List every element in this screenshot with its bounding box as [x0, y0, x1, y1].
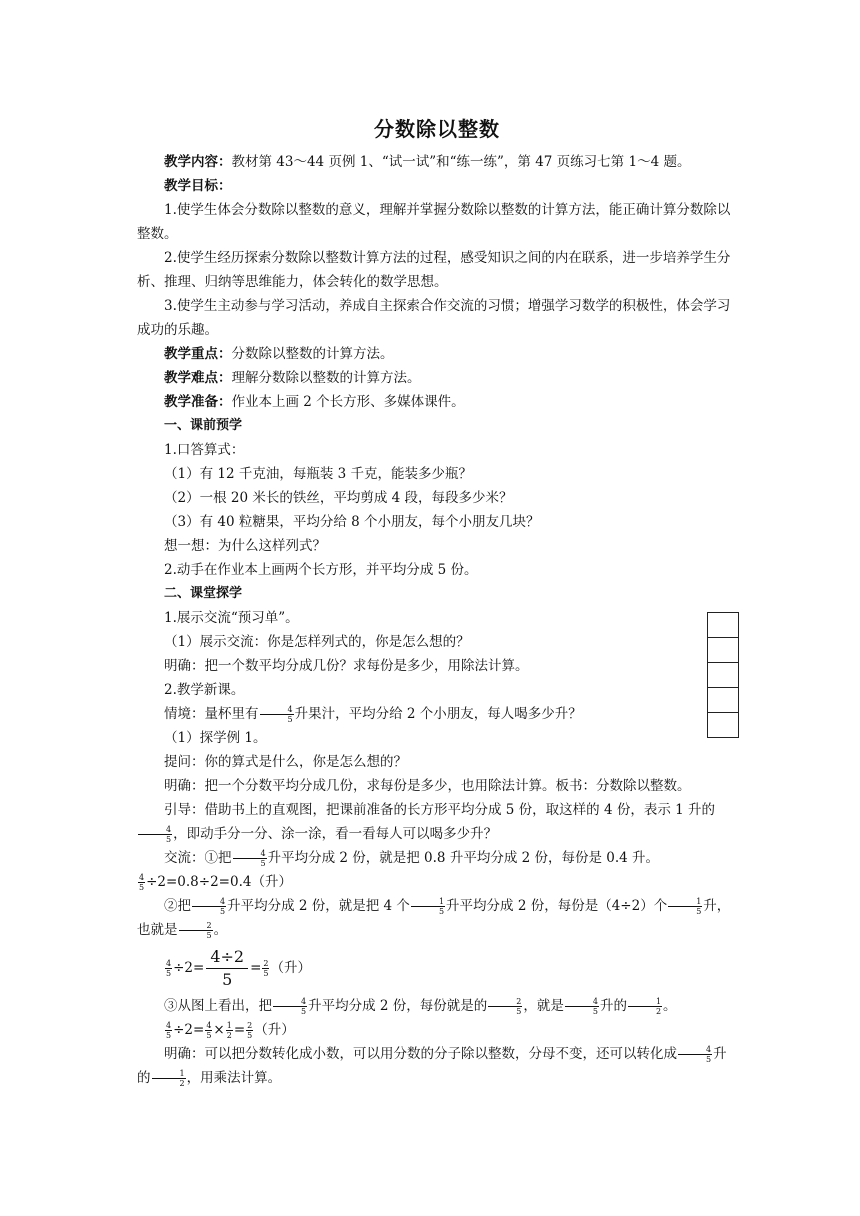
numerator: 4 — [260, 705, 294, 715]
numerator: 1 — [152, 1069, 186, 1079]
text: 。 — [663, 998, 677, 1014]
text: 分数除以整数的计算方法。 — [231, 346, 394, 362]
numerator: 4÷2 — [206, 946, 248, 969]
clarify-2 — [137, 1042, 737, 1090]
goal-1: 1.使学生体会分数除以整数的意义，理解并掌握分数除以整数的计算方法，能正确计算分数除以整数。 — [137, 202, 731, 242]
question-2: （2）一根 20 米长的铁丝，平均剪成 4 段，每段多少米？ — [164, 490, 513, 506]
numerator: 4 — [206, 1021, 212, 1030]
pre-study-1: 1.口答算式： — [164, 442, 245, 458]
numerator: 1 — [668, 897, 702, 907]
label: 教学内容： — [164, 154, 232, 170]
label: 教学重点： — [164, 346, 232, 362]
goal-3: 3.使学生主动参与学习活动，养成自主探索合作交流的习惯；增强学习数学的积极性，体会学习成功的乐趣。 — [137, 298, 731, 338]
denominator: 5 — [166, 1031, 172, 1040]
text: ，用乘法计算。 — [186, 1070, 282, 1086]
example-1: （1）探学例 1。 — [164, 730, 267, 746]
equation-1 — [137, 870, 737, 894]
guide — [137, 798, 737, 846]
fraction-1-2 — [628, 997, 662, 1016]
page-title: 分数除以整数 — [374, 117, 500, 141]
grid-box — [707, 712, 739, 738]
text: ÷2=0.8÷2=0.4（升） — [146, 874, 292, 890]
text: 引导：借助书上的直观图，把课前准备的长方形平均分成 5 份，取这样的 4 份，表示 1 升的 — [164, 802, 716, 818]
denominator: 5 — [206, 931, 212, 940]
denominator: 5 — [166, 835, 172, 844]
numerator: 4 — [166, 959, 172, 968]
label: 教学准备： — [164, 394, 232, 410]
numerator: 4 — [233, 849, 267, 859]
text: ②把 — [164, 898, 191, 914]
fraction-4-5 — [165, 959, 172, 978]
teaching-key — [137, 342, 737, 366]
numerator: 4 — [138, 825, 172, 835]
label: 教学目标： — [164, 178, 232, 194]
text: ÷2= — [173, 960, 205, 976]
numerator: 1 — [628, 997, 662, 1007]
denominator: 5 — [706, 1055, 712, 1064]
text: × — [213, 1022, 225, 1038]
numerator: 4 — [678, 1045, 712, 1055]
class-study-1b: 明确：把一个数平均分成几份？求每份是多少，用除法计算。 — [164, 658, 529, 674]
denominator: 5 — [220, 907, 226, 916]
denominator: 2 — [179, 1079, 185, 1088]
pre-study-2: 2.动手在作业本上画两个长方形，并平均分成 5 份。 — [164, 562, 478, 578]
text: 教材第 43～44 页例 1、“试一试”和“练一练”，第 47 页练习七第 1～4 题。 — [231, 154, 691, 170]
exchange-2 — [137, 894, 737, 942]
denominator: 5 — [696, 907, 702, 916]
fraction-4-5 — [138, 873, 145, 892]
section-heading-2: 二、课堂探学 — [164, 586, 243, 601]
denominator: 5 — [263, 969, 269, 978]
denominator: 5 — [287, 715, 293, 724]
class-study-2: 2.教学新课。 — [164, 682, 245, 698]
fraction-4-5 — [205, 1021, 212, 1040]
text: 升平均分成 2 份，每份就是的 — [308, 998, 488, 1014]
text: 交流：①把 — [164, 850, 232, 866]
fraction-1-5 — [411, 897, 445, 916]
situation — [137, 702, 737, 726]
numerator: 2 — [247, 1021, 253, 1030]
exchange-1 — [137, 846, 737, 870]
grid-box — [707, 687, 739, 712]
fraction-4-5 — [678, 1045, 712, 1064]
label: 教学难点： — [164, 370, 232, 386]
denominator: 5 — [139, 883, 145, 892]
equation-3 — [137, 1018, 737, 1042]
denominator: 5 — [438, 907, 445, 916]
section-heading-1: 一、课前预学 — [164, 418, 243, 433]
question-3: （3）有 40 粒糖果，平均分给 8 个小朋友，每个小朋友几块？ — [164, 514, 540, 530]
text: ，就是 — [523, 998, 564, 1014]
numerator: 4 — [565, 997, 599, 1007]
denominator: 2 — [226, 1031, 232, 1040]
exchange-3 — [137, 994, 737, 1018]
teaching-difficulty — [137, 366, 737, 390]
text: 理解分数除以整数的计算方法。 — [231, 370, 421, 386]
text: （升） — [270, 960, 311, 976]
text: 升的 — [137, 1046, 727, 1086]
clarify-1: 明确：把一个分数平均分成几份，求每份是多少，也用除法计算。板书：分数除以整数。 — [164, 778, 691, 794]
text: 升的 — [599, 998, 627, 1014]
text: ÷2= — [173, 1022, 205, 1038]
question-1: （1）有 12 千克油，每瓶装 3 千克，能装多少瓶？ — [164, 466, 473, 482]
text: 升平均分成 2 份，每份是（4÷2）个 — [446, 898, 668, 914]
fraction-4-5 — [138, 825, 172, 844]
teaching-goals-heading — [137, 174, 737, 198]
denominator: 5 — [166, 969, 172, 978]
think-prompt: 想一想：为什么这样列式？ — [164, 538, 326, 554]
grid-box — [707, 612, 739, 637]
numerator: 4 — [139, 873, 145, 882]
fraction-4-5 — [233, 849, 267, 868]
fraction-2-5 — [262, 959, 269, 978]
fraction-4-5 — [260, 705, 294, 724]
numerator: 4 — [166, 1021, 172, 1030]
denominator: 5 — [592, 1007, 598, 1016]
fraction-4-5 — [273, 997, 307, 1016]
teaching-preparation — [137, 390, 737, 414]
grid-box — [707, 662, 739, 687]
text: 。 — [213, 922, 228, 938]
fraction-1-2 — [226, 1021, 233, 1040]
denominator: 2 — [655, 1007, 662, 1016]
text: 情境：量杯里有 — [164, 706, 259, 722]
fraction-2-5 — [179, 921, 213, 940]
text: 升平均分成 2 份，就是把 4 个 — [227, 898, 410, 914]
equation-2 — [137, 942, 737, 994]
class-study-1a: （1）展示交流：你是怎样列式的，你是怎么想的？ — [164, 634, 470, 650]
denominator: 5 — [206, 1031, 212, 1040]
text: （升） — [254, 1022, 295, 1038]
fraction-1-5 — [668, 897, 702, 916]
fraction-4-5 — [165, 1021, 172, 1040]
text: 作业本上画 2 个长方形、多媒体课件。 — [231, 394, 465, 410]
fraction-2-5 — [488, 997, 522, 1016]
rectangle-grid-diagram — [707, 612, 737, 738]
text: 升果汁，平均分给 2 个小朋友，每人喝多少升？ — [294, 706, 582, 722]
numerator: 2 — [179, 921, 213, 931]
teaching-content — [137, 150, 737, 174]
fraction-4-5 — [565, 997, 599, 1016]
text: 升平均分成 2 份，就是把 0.8 升平均分成 2 份，每份是 0.4 升。 — [267, 850, 660, 866]
text: ③从图上看出，把 — [164, 998, 272, 1014]
text: 明确：可以把分数转化成小数，可以用分数的分子除以整数，分母不变，还可以转化成 — [164, 1046, 677, 1062]
text: = — [233, 1022, 246, 1038]
denominator: 5 — [301, 1007, 307, 1016]
numerator: 2 — [263, 959, 269, 968]
numerator: 1 — [411, 897, 445, 907]
denominator: 5 — [222, 970, 233, 989]
denominator: 5 — [516, 1007, 522, 1016]
denominator: 5 — [260, 859, 266, 868]
text: = — [250, 960, 262, 976]
numerator: 2 — [488, 997, 522, 1007]
question-prompt: 提问：你的算式是什么，你是怎么想的？ — [164, 754, 407, 770]
numerator: 4 — [192, 897, 226, 907]
denominator: 5 — [247, 1031, 253, 1040]
class-study-1: 1.展示交流“预习单”。 — [164, 610, 299, 626]
fraction-2-5 — [246, 1021, 253, 1040]
text: ，即动手分一分、涂一涂，看一看每人可以喝多少升？ — [173, 826, 498, 842]
fraction-big — [206, 946, 248, 991]
fraction-4-5 — [192, 897, 226, 916]
goal-2: 2.使学生经历探索分数除以整数计算方法的过程，感受知识之间的内在联系，进一步培养学生分析、推理、归纳等思维能力，体会转化的数学思想。 — [137, 250, 731, 290]
document-body — [137, 150, 737, 1090]
fraction-1-2 — [152, 1069, 186, 1088]
numerator: 1 — [226, 1021, 232, 1030]
numerator: 4 — [273, 997, 307, 1007]
text: 升，也就是 — [137, 898, 731, 938]
grid-box — [707, 637, 739, 662]
